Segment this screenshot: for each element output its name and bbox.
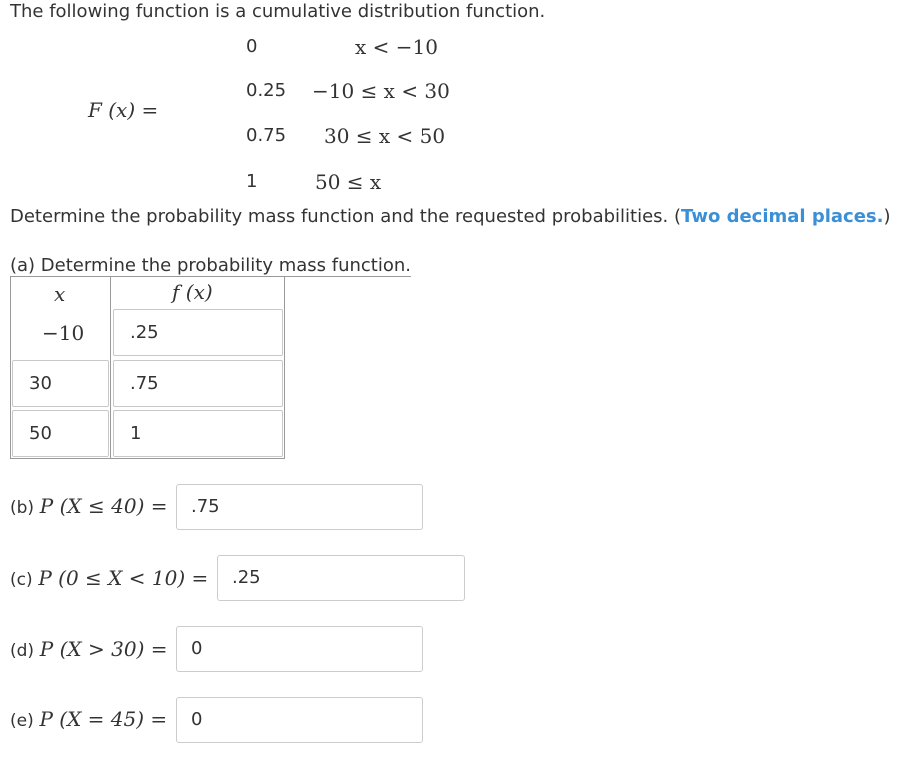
pmf-x-input-3[interactable]: [12, 410, 109, 457]
pmf-fx-input-2[interactable]: [113, 360, 283, 407]
part-d-answer-input[interactable]: [176, 626, 423, 672]
cdf-value-4: 1: [246, 171, 258, 192]
pmf-x-value-3: 50: [29, 423, 52, 444]
part-d-expression: P (X > 30) =: [39, 637, 168, 661]
pmf-header-x: x: [54, 282, 66, 306]
part-e-expression: P (X = 45) =: [39, 707, 168, 731]
cdf-value-3: 0.75: [246, 125, 287, 146]
instruction: [10, 206, 891, 227]
cdf-value-1: 0: [246, 36, 258, 57]
intro-text: The following function is a cumulative distribution function.: [10, 1, 546, 22]
pmf-x-row-1: −10: [42, 321, 85, 345]
part-c-answer: .25: [232, 567, 261, 588]
part-b: [10, 494, 168, 518]
pmf-fx-input-1[interactable]: [113, 309, 283, 356]
cdf-lhs: F (x) =: [88, 98, 159, 122]
part-d: [10, 637, 168, 661]
part-d-answer: 0: [191, 638, 203, 659]
pmf-x-input-2[interactable]: [12, 360, 109, 407]
cdf-condition-2: −10 ≤ x < 30: [312, 79, 450, 103]
part-e-label: (e): [10, 711, 34, 731]
cdf-value-2: 0.25: [246, 80, 287, 101]
part-b-expression: P (X ≤ 40) =: [39, 494, 168, 518]
pmf-fx-value-2: .75: [130, 373, 159, 394]
pmf-x-value-2: 30: [29, 373, 52, 394]
pmf-fx-value-1: .25: [130, 322, 159, 343]
pmf-header-fx: f (x): [172, 280, 213, 304]
pmf-fx-input-3[interactable]: [113, 410, 283, 457]
instruction-text: Determine the probability mass function and the requested probabilities. (: [10, 206, 682, 227]
part-b-answer-input[interactable]: [176, 484, 423, 530]
part-b-answer: .75: [191, 496, 220, 517]
cdf-condition-3: 30 ≤ x < 50: [324, 124, 446, 148]
part-e-answer-input[interactable]: [176, 697, 423, 743]
part-d-label: (d): [10, 641, 35, 661]
decimal-places-note: Two decimal places.: [681, 206, 884, 227]
cdf-condition-1: x < −10: [355, 35, 438, 59]
part-c-expression: P (0 ≤ X < 10) =: [38, 566, 209, 590]
pmf-fx-value-3: 1: [130, 423, 142, 444]
part-c-label: (c): [10, 570, 33, 590]
part-a-label: (a) Determine the probability mass function.: [10, 255, 412, 276]
part-e-answer: 0: [191, 709, 203, 730]
part-b-label: (b): [10, 498, 35, 518]
instruction-close: ): [883, 206, 891, 227]
part-c: [10, 566, 208, 590]
part-e: [10, 707, 167, 731]
part-c-answer-input[interactable]: [217, 555, 465, 601]
cdf-condition-4: 50 ≤ x: [315, 170, 382, 194]
pmf-column-divider: [110, 276, 111, 459]
